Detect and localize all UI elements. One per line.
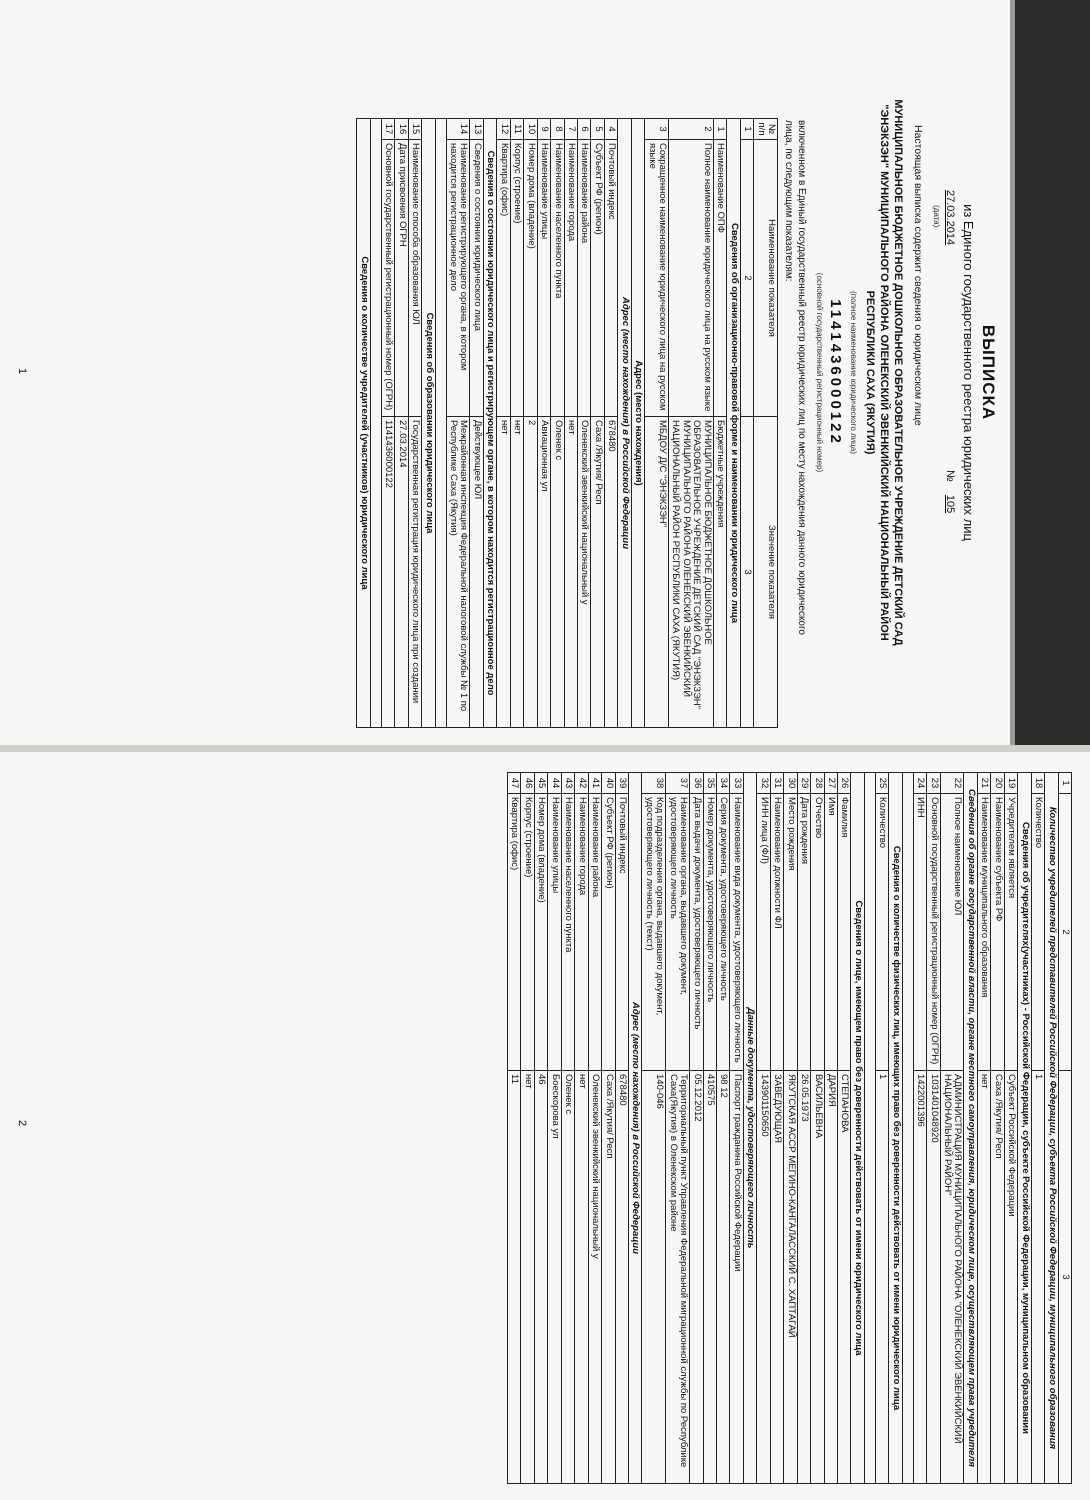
indicator-name: Номер дома (владение) — [534, 794, 547, 1071]
row-number: 22 — [940, 773, 964, 794]
row-number: 24 — [913, 773, 926, 794]
row-number: 47 — [508, 773, 521, 794]
extract-number — [944, 470, 956, 513]
indicator-name: Наименование района — [578, 140, 591, 417]
indicator-value: 678480 — [604, 417, 617, 728]
row-number: 45 — [534, 773, 547, 794]
table-row — [534, 773, 547, 1484]
indicator-value: 46 — [534, 1071, 547, 1484]
indicator-name: Наименование регистрирующего органа, в котором находится регистрационное дело — [446, 140, 470, 417]
row-number: 16 — [395, 119, 408, 140]
spacer-row — [902, 773, 913, 1484]
row-number: 34 — [717, 773, 730, 794]
indicator-value: 1141436000122 — [381, 417, 394, 728]
indicator-name: Количество — [1031, 794, 1044, 1071]
row-number: 30 — [784, 773, 797, 794]
row-number: 42 — [575, 773, 588, 794]
indicator-value: 26.05.1973 — [797, 1071, 810, 1484]
col-header-value: Значение показателя — [754, 417, 778, 728]
table-row — [575, 773, 588, 1484]
indicator-value: 27.03.2014 — [395, 417, 408, 728]
spacer-row — [864, 773, 875, 1484]
table-row — [797, 773, 810, 1484]
indicator-value: Оленек с — [551, 417, 564, 728]
table-row — [524, 119, 537, 728]
indicator-name: Почтовый индекс — [604, 140, 617, 417]
indicator-name: Сокращенное наименование юридического лица на русском языке — [645, 140, 669, 417]
date-caption: (дата) — [932, 205, 941, 228]
indicator-value: Действующее ЮЛ — [470, 417, 483, 728]
indicator-value: Оленекский эвенкийский национальный у — [578, 417, 591, 728]
table-row — [875, 773, 888, 1484]
section-title: Сведения о лице, имеющем право без доверенности действовать от имени юридического лица — [851, 773, 864, 1484]
col-number: 2 — [1058, 794, 1071, 1071]
table-row — [446, 119, 470, 728]
table-row — [588, 773, 601, 1484]
row-number: 43 — [561, 773, 574, 794]
table-row — [564, 119, 577, 728]
page-number: 1 — [16, 368, 28, 375]
indicator-name: Квартира (офис) — [497, 140, 510, 417]
table-row — [645, 119, 669, 728]
row-number: 27 — [824, 773, 837, 794]
indicator-value: Авиационная ул — [537, 417, 550, 728]
indicator-name: Наименование ОПФ — [713, 140, 726, 417]
col-number: 2 — [740, 140, 753, 417]
row-number: 3 — [645, 119, 669, 140]
row-number: 8 — [551, 119, 564, 140]
subsection-header — [629, 773, 642, 1484]
table-row — [521, 773, 534, 1484]
extract-date — [944, 190, 956, 245]
section-title: Адрес (место нахождения) — [631, 119, 644, 728]
section-rows — [913, 773, 964, 1484]
number-label: № — [944, 470, 956, 482]
indicator-value: нет — [575, 1071, 588, 1484]
table-row — [578, 119, 591, 728]
indicator-value: нет — [510, 417, 523, 728]
spacer-row — [435, 119, 446, 728]
table-row — [510, 119, 523, 728]
table-row — [730, 773, 743, 1484]
indicator-name: Основной государственный регистрационный номер (ОГРН) — [381, 140, 394, 417]
indicator-value: МБДОУ Д/С "ЭНЭКЗЭН" — [645, 417, 669, 728]
indicator-value: 678480 — [615, 1071, 628, 1484]
indicator-name: Серия документа, удостоверяющего личность — [717, 794, 730, 1071]
indicator-value: Саха /Якутия/ Респ — [591, 417, 604, 728]
scan-edge — [1010, 0, 1015, 745]
col-number: 3 — [1058, 1071, 1071, 1484]
indicator-name: Наименование способа образования ЮЛ — [408, 140, 421, 417]
table-row — [561, 773, 574, 1484]
sheet-separator — [0, 745, 1090, 752]
subsection-header — [1045, 773, 1058, 1484]
table-row — [913, 773, 926, 1484]
table-row — [395, 119, 408, 728]
indicator-value: Территориальный пункт Управления Федеральной миграционной службы по Республике Саха(Якутия) в Оленекском районе — [666, 1071, 690, 1484]
table-row — [824, 773, 837, 1484]
indicator-name: Наименование улицы — [548, 794, 561, 1071]
section-rows — [446, 119, 483, 728]
indicator-value: ВАСИЛЬЕВНА — [811, 1071, 824, 1484]
indicator-value: Саха /Якутия/ Респ — [602, 1071, 615, 1484]
table-row — [381, 119, 394, 728]
section-title: Сведения о количестве учредителей (участников) юридического лица — [357, 119, 370, 728]
col-header-num: № п/п — [754, 119, 778, 140]
indicator-value: Субъект Российской Федерации — [1004, 1071, 1017, 1484]
indicator-name: Субъект РФ (регион) — [602, 794, 615, 1071]
table-row — [408, 119, 421, 728]
indicator-name: Количество — [875, 794, 888, 1071]
row-number: 6 — [578, 119, 591, 140]
row-number: 15 — [408, 119, 421, 140]
indicator-value: нет — [521, 1071, 534, 1484]
table-row — [602, 773, 615, 1484]
indicator-value: ЗАВЕДУЮЩАЯ — [770, 1071, 783, 1484]
indicator-value: 140-046 — [642, 1071, 666, 1484]
table-row — [838, 773, 851, 1484]
col-number: 1 — [740, 119, 753, 140]
row-number: 20 — [991, 773, 1004, 794]
scan-dark-band — [1015, 0, 1090, 745]
indicator-name: Наименование города — [575, 794, 588, 1071]
table-row — [940, 773, 964, 1484]
indicator-value: 1031401048920 — [927, 1071, 940, 1484]
table-row — [784, 773, 797, 1484]
indicator-name: Наименование улицы — [537, 140, 550, 417]
row-number: 4 — [604, 119, 617, 140]
row-number: 29 — [797, 773, 810, 794]
row-number: 37 — [666, 773, 690, 794]
indicator-value: Саха /Якутия/ Респ — [991, 1071, 1004, 1484]
row-number: 12 — [497, 119, 510, 140]
subsection-header — [743, 773, 756, 1484]
indicator-name: Отчество — [811, 794, 824, 1071]
table-row — [551, 119, 564, 728]
indicator-value: 143901150650 — [757, 1071, 770, 1484]
indicator-name: Наименование населенного пункта — [561, 794, 574, 1071]
indicator-name: Сведения о состоянии юридического лица — [470, 140, 483, 417]
section-header — [889, 773, 902, 1484]
number-value: 105 — [944, 494, 956, 514]
row-number: 38 — [642, 773, 666, 794]
indicator-name: Дата выдачи документа, удостоверяющего личность — [690, 794, 703, 1071]
row-number: 35 — [703, 773, 716, 794]
spacer-cell — [864, 773, 875, 1484]
section-rows — [875, 773, 888, 1484]
indicator-value: Боескорова ул — [548, 1071, 561, 1484]
section-rows — [381, 119, 421, 728]
row-number: 9 — [537, 119, 550, 140]
indicator-name: Дата присвоения ОГРН — [395, 140, 408, 417]
section-rows — [645, 119, 727, 728]
indicator-name: Полное наименование юридического лица на русском языке — [669, 140, 714, 417]
indicator-value: нет — [497, 417, 510, 728]
row-number: 39 — [615, 773, 628, 794]
indicator-value: 1 — [875, 1071, 888, 1484]
spacer-row — [370, 119, 381, 728]
column-header-row — [754, 119, 778, 728]
indicator-value: ДАРИЯ — [824, 1071, 837, 1484]
indicator-name: Корпус (строение) — [510, 140, 523, 417]
column-number-row — [1058, 773, 1071, 1484]
col-number: 1 — [1058, 773, 1071, 794]
indicator-name: Наименование района — [588, 794, 601, 1071]
indicator-name: Почтовый индекс — [615, 794, 628, 1071]
row-number: 5 — [591, 119, 604, 140]
subsection-title: Данные документа, удостоверяющего личность — [743, 773, 756, 1484]
subsection-header — [618, 119, 631, 728]
col-header-name: Наименование показателя — [754, 140, 778, 417]
indicator-value: 2 — [524, 417, 537, 728]
indicator-name: Наименование субъекта РФ — [991, 794, 1004, 1071]
indicator-name: Номер дома (владение) — [524, 140, 537, 417]
indicator-name: Учредителем является — [1004, 794, 1017, 1071]
date-value: 27.03.2014 — [944, 190, 956, 246]
indicator-value: 410575 — [703, 1071, 716, 1484]
indicator-name: Дата рождения — [797, 794, 810, 1071]
document-title: ВЫПИСКА — [979, 324, 998, 421]
row-number: 13 — [470, 119, 483, 140]
row-number: 25 — [875, 773, 888, 794]
indicator-value: 05.12.2012 — [690, 1071, 703, 1484]
org-full-name — [863, 40, 904, 705]
table-row — [811, 773, 824, 1484]
indicator-value: 98 12 — [717, 1071, 730, 1484]
page-number: 2 — [16, 1120, 28, 1127]
subsection-title: Адрес (место нахождения) в Российской Федерации — [629, 773, 642, 1484]
extract-page-2 — [0, 752, 1090, 1500]
row-number: 36 — [690, 773, 703, 794]
section-header — [851, 773, 864, 1484]
indicator-value: нет — [564, 417, 577, 728]
indicator-value: 1 — [1031, 1071, 1044, 1484]
section-title: Сведения о состоянии юридического лица и регистрирующем органе, в котором находится регистрационное дело — [483, 119, 496, 728]
table-row — [717, 773, 730, 1484]
extract-table-page-2 — [507, 772, 1072, 1484]
ogrn-value: 1141436000122 — [827, 299, 844, 446]
row-number: 32 — [757, 773, 770, 794]
table-row — [591, 119, 604, 728]
row-number: 33 — [730, 773, 743, 794]
section-rows — [757, 773, 851, 1484]
row-number: 2 — [669, 119, 714, 140]
org-name-line-2: "ЭНЭКЗЭН" МУНИЦИПАЛЬНОГО РАЙОНА ОЛЕНЕКСКИЙ ЭВЕНКИЙСКИЙ НАЦИОНАЛЬНЫЙ РАЙОН — [878, 104, 891, 641]
section-rows — [642, 773, 744, 1484]
table-row — [615, 773, 628, 1484]
indicator-name: Квартира (офис) — [508, 794, 521, 1071]
row-number: 7 — [564, 119, 577, 140]
org-name-caption: (полное наименование юридического лица) — [849, 291, 858, 454]
table-row — [690, 773, 703, 1484]
ogrn-caption: (основной государственный регистрационный номер) — [815, 272, 824, 473]
row-number: 26 — [838, 773, 851, 794]
extract-page-1 — [0, 0, 1090, 745]
indicator-name: Основной государственный регистрационный номер (ОГРН) — [927, 794, 940, 1071]
section-header — [727, 119, 740, 728]
section-title: Сведения об организационно-правовой форме и наименовании юридического лица — [727, 119, 740, 728]
intro-paragraph: включенном в Единый государственный реестр юридических лиц по месту нахождения данного юридического лица, по следующим показателям: — [783, 120, 807, 635]
table-row — [757, 773, 770, 1484]
subsection-title: Количество учредителей представителей Российской Федерации, субъекта Российской Федерации, муниципального образования — [1045, 773, 1058, 1484]
indicator-value: Бюджетные учреждения — [713, 417, 726, 728]
section-header — [357, 119, 370, 728]
indicator-name: ИНН — [913, 794, 926, 1071]
row-number: 14 — [446, 119, 470, 140]
row-number: 31 — [770, 773, 783, 794]
section-title: Сведения об образовании юридического лица — [422, 119, 435, 728]
document-subtitle: из Единого государственного реестра юридических лиц — [961, 204, 976, 541]
org-name-line-3: РЕСПУБЛИКИ САХА (ЯКУТИЯ) — [864, 290, 877, 455]
indicator-value: ЯКУТСКАЯ АССР МЕГИНО-КАНГАЛАССКИЙ С. ХАПТАГАЙ — [784, 1071, 797, 1484]
indicator-name: Наименование населенного пункта — [551, 140, 564, 417]
indicator-value: Оленекский эвенкийский национальный у — [588, 1071, 601, 1484]
intro-text: Настоящая выписка содержит сведения о юридическом лице — [912, 125, 924, 426]
table-row — [497, 119, 510, 728]
indicator-name: Номер документа, удостоверяющего личность — [703, 794, 716, 1071]
section-header — [422, 119, 435, 728]
row-number: 41 — [588, 773, 601, 794]
row-number: 10 — [524, 119, 537, 140]
table-row — [642, 773, 666, 1484]
indicator-value: Межрайонная инспекция Федеральной налоговой службы № 1 по Республике Саха (Якутия) — [446, 417, 470, 728]
row-number: 19 — [1004, 773, 1017, 794]
section-title: Сведения о количестве физических лиц, имеющих право без доверенности действовать от имени юридического лица — [889, 773, 902, 1484]
section-rows — [1031, 773, 1044, 1484]
row-number: 40 — [602, 773, 615, 794]
spacer-cell — [902, 773, 913, 1484]
indicator-name: ИНН лица (ФЛ) — [757, 794, 770, 1071]
org-name-line-1: МУНИЦИПАЛЬНОЕ БЮДЖЕТНОЕ ДОШКОЛЬНОЕ ОБРАЗОВАТЕЛЬНОЕ УЧРЕЖДЕНИЕ ДЕТСКИЙ САД — [892, 99, 904, 646]
section-header — [1018, 773, 1031, 1484]
indicator-value: СТЕПАНОВА — [838, 1071, 851, 1484]
table-row — [470, 119, 483, 728]
row-number: 44 — [548, 773, 561, 794]
col-number: 3 — [740, 417, 753, 728]
indicator-name: Полное наименование ЮЛ — [940, 794, 964, 1071]
table-row — [508, 773, 521, 1484]
table-row — [604, 119, 617, 728]
column-number-row — [740, 119, 753, 728]
row-number: 21 — [977, 773, 990, 794]
table-row — [770, 773, 783, 1484]
indicator-name: Имя — [824, 794, 837, 1071]
indicator-value: нет — [977, 1071, 990, 1484]
table-row — [991, 773, 1004, 1484]
table-row — [977, 773, 990, 1484]
indicator-value: Государственная регистрация юридического лица при создании — [408, 417, 421, 728]
indicator-name: Субъект РФ (регион) — [591, 140, 604, 417]
section-rows — [497, 119, 618, 728]
row-number: 18 — [1031, 773, 1044, 794]
indicator-value: 1422001396 — [913, 1071, 926, 1484]
indicator-name: Наименование муниципального образования — [977, 794, 990, 1071]
indicator-name: Наименование органа, выдавшего документ, удостоверяющего личность — [666, 794, 690, 1071]
section-rows — [508, 773, 629, 1484]
table-row — [713, 119, 726, 728]
table-row — [669, 119, 714, 728]
indicator-name: Код подразделения органа, выдавшего документ, удостоверяющего личность (текст) — [642, 794, 666, 1071]
section-header — [483, 119, 496, 728]
indicator-value: Оленек с — [561, 1071, 574, 1484]
indicator-value: АДМИНИСТРАЦИЯ МУНИЦИПАЛЬНОГО РАЙОНА "ОЛЕНЕКСКИЙ ЭВЕНКИЙСКИЙ НАЦИОНАЛЬНЫЙ РАЙОН" — [940, 1071, 964, 1484]
indicator-value: МУНИЦИПАЛЬНОЕ БЮДЖЕТНОЕ ДОШКОЛЬНОЕ ОБРАЗОВАТЕЛЬНОЕ УЧРЕЖДЕНИЕ ДЕТСКИЙ САД "ЭНЭКЗЭН" МУНИЦИПАЛЬНОГО РАЙОНА ОЛЕНЕКСКИЙ ЭВЕНКИЙСКИЙ НАЦИОНАЛЬНЫЙ РАЙОН РЕСПУБЛИКИ САХА (ЯКУТИЯ) — [669, 417, 714, 728]
table-row — [537, 119, 550, 728]
row-number: 11 — [510, 119, 523, 140]
extract-table-page-1 — [356, 118, 778, 728]
table-row — [666, 773, 690, 1484]
row-number: 28 — [811, 773, 824, 794]
section-title: Сведения об учредителях(участниках) - Российской Федерации, субъекте Российской Федерации, муниципальном образовании — [1018, 773, 1031, 1484]
row-number: 17 — [381, 119, 394, 140]
row-number: 23 — [927, 773, 940, 794]
row-number: 1 — [713, 119, 726, 140]
table-row — [927, 773, 940, 1484]
indicator-value: Паспорт гражданина Российской Федерации — [730, 1071, 743, 1484]
table-row — [1004, 773, 1017, 1484]
spacer-cell — [435, 119, 446, 728]
section-header — [631, 119, 644, 728]
spacer-cell — [370, 119, 381, 728]
table-row — [703, 773, 716, 1484]
table-row — [1031, 773, 1044, 1484]
section-title: Сведения об органе государственной власти, органе местного самоуправления, юридическом лице, осуществляющем права учредителя — [964, 773, 977, 1484]
section-rows — [977, 773, 1017, 1484]
indicator-name: Место рождения — [784, 794, 797, 1071]
section-header — [964, 773, 977, 1484]
table-row — [548, 773, 561, 1484]
indicator-name: Наименование города — [564, 140, 577, 417]
indicator-name: Корпус (строение) — [521, 794, 534, 1071]
indicator-value: 11 — [508, 1071, 521, 1484]
row-number: 46 — [521, 773, 534, 794]
indicator-name: Наименование должности ФЛ — [770, 794, 783, 1071]
indicator-name: Фамилия — [838, 794, 851, 1071]
subsection-title: Адрес (место нахождения) в Российской Федерации — [618, 119, 631, 728]
indicator-name: Наименование вида документа, удостоверяющего личность — [730, 794, 743, 1071]
